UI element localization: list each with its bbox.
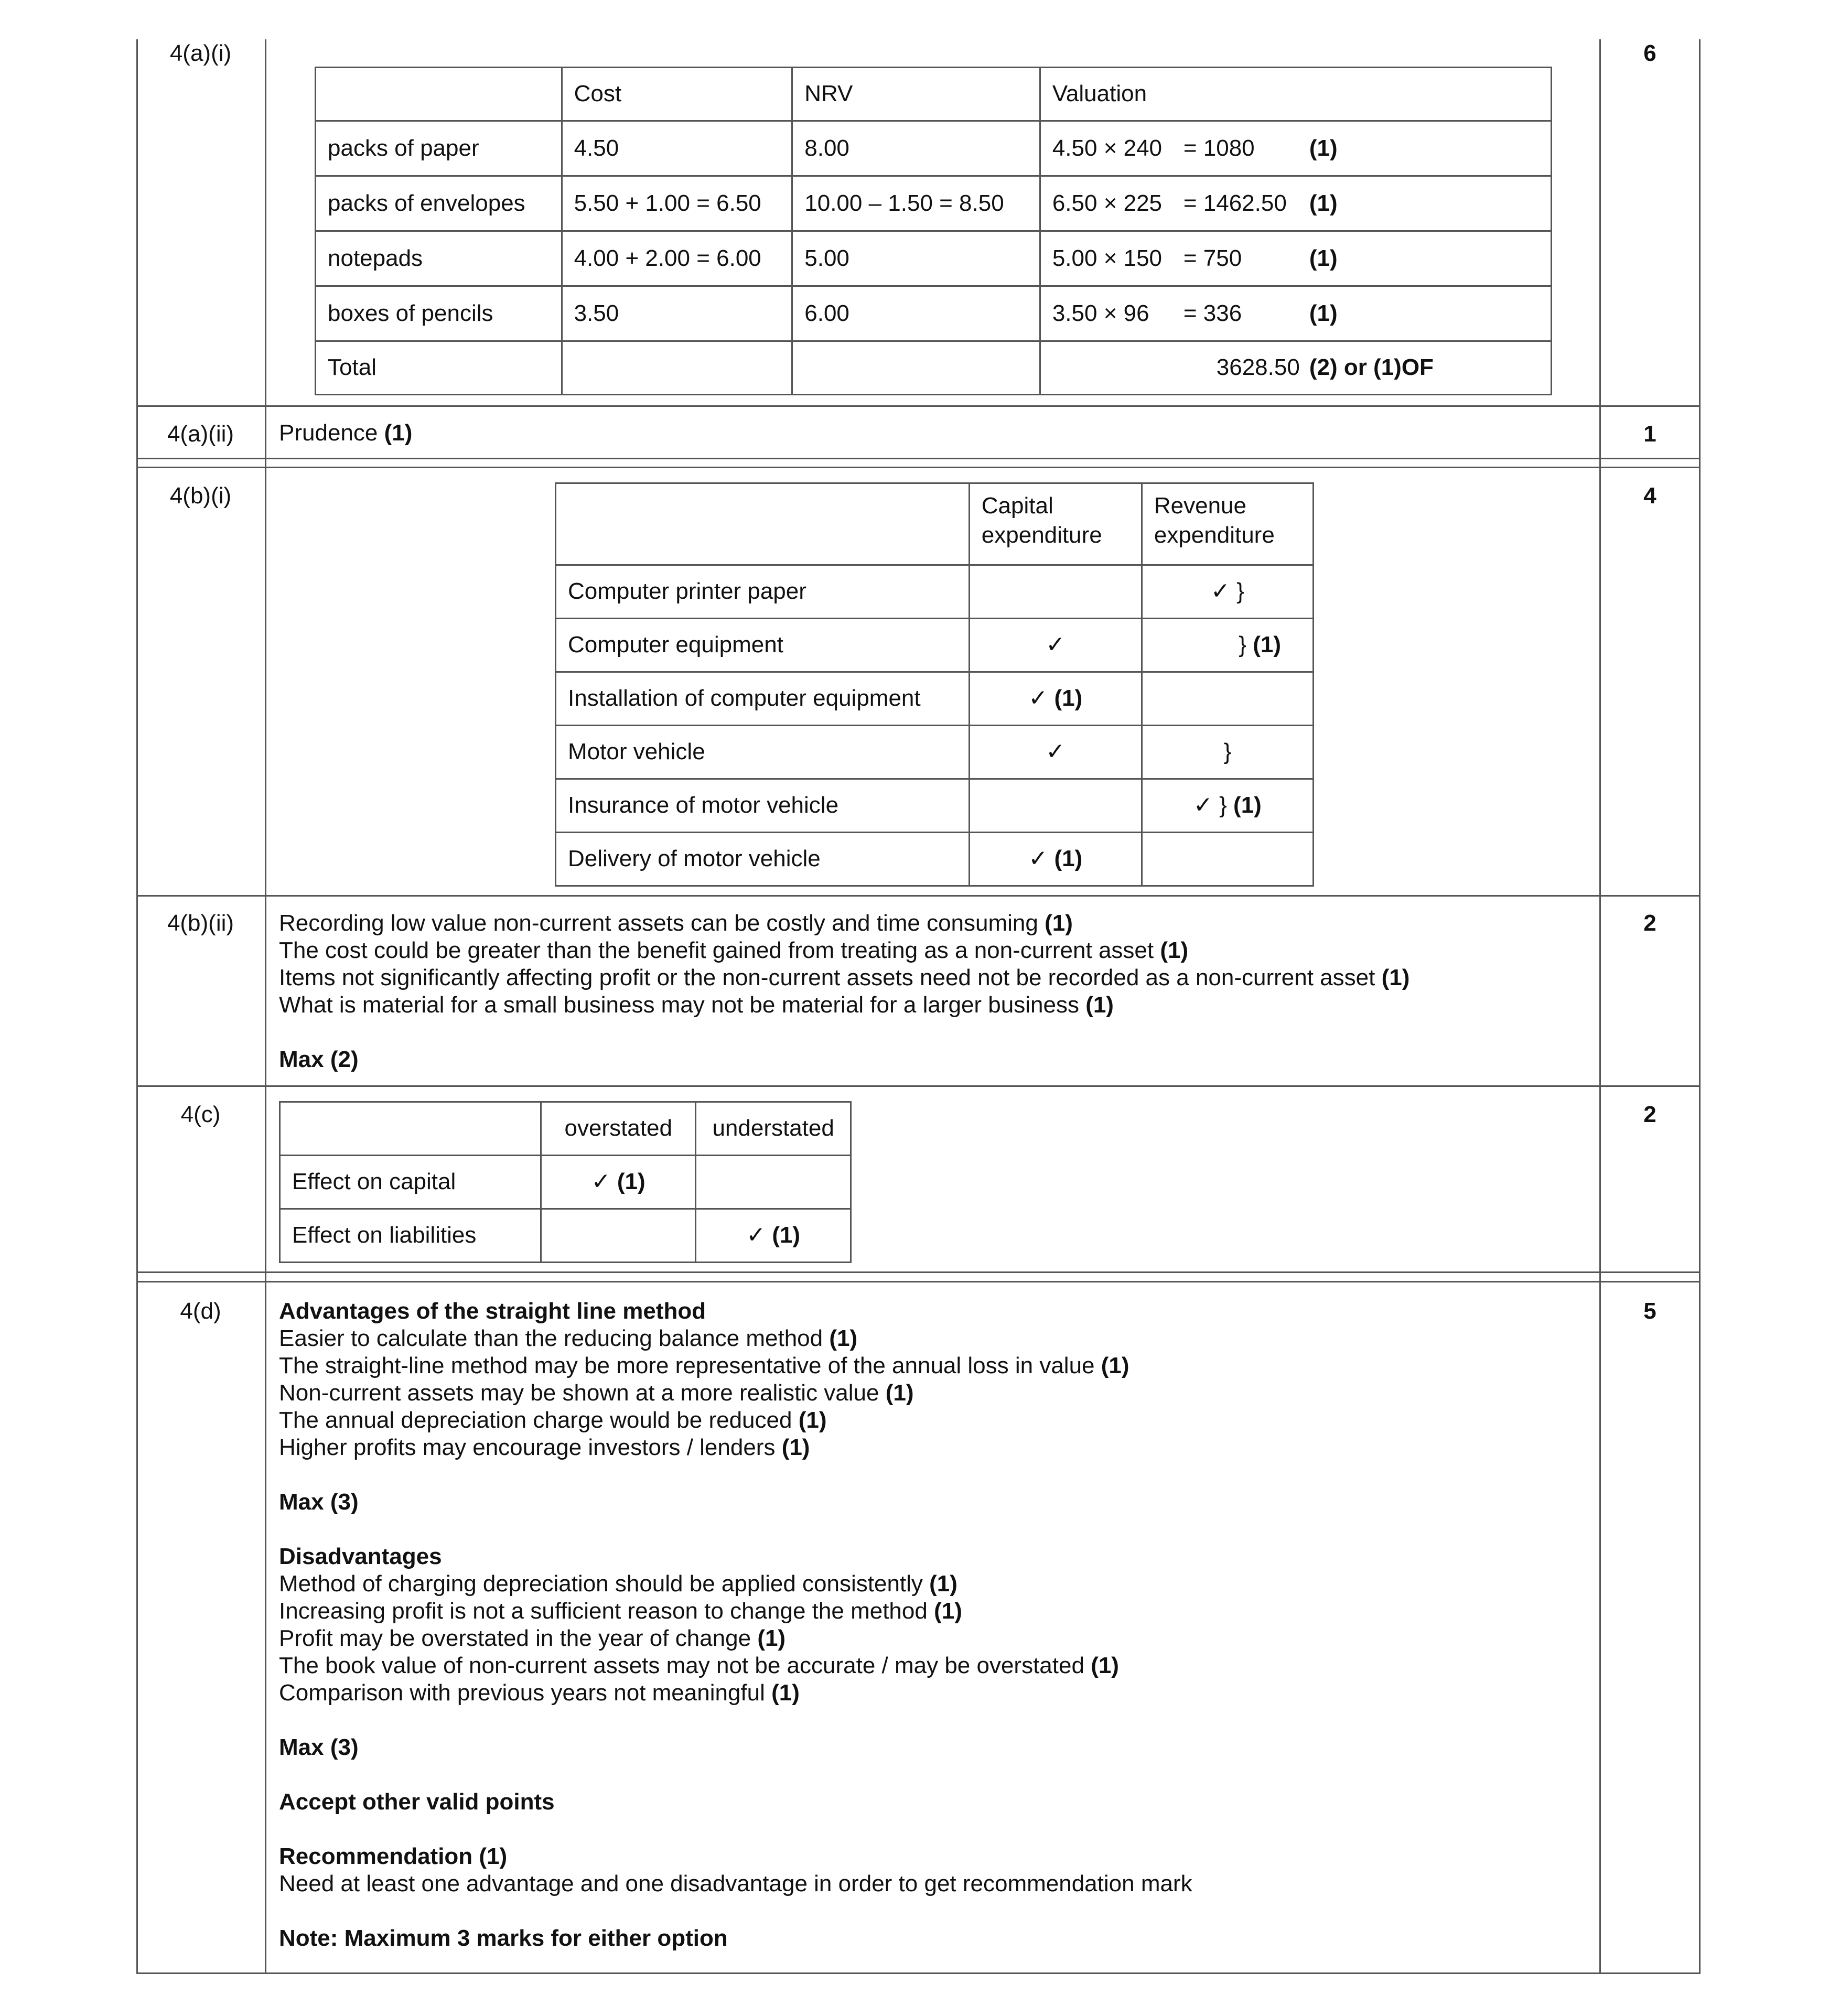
answer-text: Prudence (279, 420, 378, 446)
nrv-cell: 8.00 (792, 121, 1040, 176)
valuation-cell (1040, 286, 1551, 341)
mark-label: (1) (1045, 910, 1073, 936)
capital-cell (969, 779, 1142, 833)
table-row (280, 1156, 851, 1209)
mark-label: (1) (1381, 965, 1410, 990)
nrv-cell: 5.00 (792, 231, 1040, 286)
answer-line: The straight-line method may be more representative of the annual loss in value (1) (279, 1353, 1129, 1378)
table-row (316, 231, 1552, 286)
revenue-cell (1142, 565, 1313, 619)
capital-cell (969, 833, 1142, 886)
valuation-calc: 4.50 × 240 (1052, 135, 1163, 161)
mark-label: (1) (1160, 937, 1189, 963)
answer-line: Easier to calculate than the reducing balance method (1) (279, 1325, 858, 1351)
mark-label: (1) (885, 1380, 914, 1406)
mark-label: (1) (798, 1407, 827, 1433)
valuation-calc: 6.50 × 225 (1052, 190, 1163, 216)
table-row (556, 619, 1314, 672)
table-row (280, 1209, 851, 1263)
revenue-cell (1142, 619, 1313, 672)
question-number: 4(b)(ii) (167, 910, 234, 936)
question-number: 4(a)(i) (169, 40, 232, 66)
header-cell: Valuation (1040, 68, 1551, 121)
marks-value: 2 (1643, 910, 1656, 936)
item-cell: Motor vehicle (556, 726, 970, 779)
nrv-cell: 6.00 (792, 286, 1040, 341)
mark-label: (1) (934, 1598, 962, 1624)
mark-label: (1) (1233, 792, 1262, 818)
answer-line: Method of charging depreciation should be applied consistently (1) (279, 1571, 957, 1597)
answer-line: The cost could be greater than the benefit gained from treating as a non-current asset (1) (279, 937, 1189, 963)
marks-value: 6 (1643, 40, 1656, 66)
capital-cell (969, 565, 1142, 619)
row-divider (136, 458, 1701, 459)
cost-cell: 5.50 + 1.00 = 6.50 (562, 176, 792, 231)
question-number: 4(d) (180, 1298, 221, 1324)
d-answer (279, 1298, 1192, 1952)
marks-value: 1 (1643, 421, 1656, 447)
item-cell: Delivery of motor vehicle (556, 833, 970, 886)
valuation-result: = 750 (1183, 245, 1242, 271)
mark-label: (1) (617, 1169, 645, 1195)
header-cell: overstated (541, 1102, 696, 1156)
mark-label: (1) (757, 1625, 786, 1651)
effect-table (279, 1101, 852, 1263)
mark-label: (1) (1054, 846, 1083, 872)
answer-line: The annual depreciation charge would be reduced (1) (279, 1407, 827, 1433)
row-divider (136, 1085, 1701, 1087)
table-row (556, 726, 1314, 779)
grid-col-divider-1 (265, 39, 266, 1974)
answer-line: Recording low value non-current assets can be costly and time consuming (1) (279, 910, 1073, 936)
check-icon: ✓ (746, 1222, 766, 1248)
prudence-answer (279, 419, 412, 447)
header-cell: Capital expenditure (969, 483, 1142, 565)
question-number: 4(a)(ii) (167, 421, 234, 447)
revenue-cell (1142, 833, 1313, 886)
check-icon: ✓ (1028, 846, 1048, 872)
item-cell: Installation of computer equipment (556, 672, 970, 726)
answer-line: Profit may be overstated in the year of change (1) (279, 1625, 786, 1651)
mark-label: (2) or (1)OF (1309, 354, 1434, 381)
header-cell: NRV (792, 68, 1040, 121)
total-label: Total (316, 341, 562, 395)
mark-label: (1) (384, 420, 413, 446)
item-cell: Effect on capital (280, 1156, 541, 1209)
row-divider (136, 467, 1701, 468)
revenue-cell (1142, 726, 1313, 779)
section-heading: Recommendation (1) (279, 1843, 508, 1869)
marks-value: 5 (1643, 1298, 1656, 1324)
answer-line: Non-current assets may be shown at a more realistic value (1) (279, 1380, 914, 1406)
item-cell: Computer printer paper (556, 565, 970, 619)
row-divider (136, 1281, 1701, 1282)
mark-label: (1) (1309, 245, 1338, 271)
capital-cell (969, 619, 1142, 672)
table-row (556, 565, 1314, 619)
answer-line: Items not significantly affecting profit or the non-current assets need not be recorded as a non-current asset (1) (279, 965, 1410, 990)
item-cell: packs of paper (316, 121, 562, 176)
valuation-calc: 3.50 × 96 (1052, 300, 1149, 326)
check-icon: ✓ (1046, 632, 1066, 658)
mark-label: (1) (1309, 190, 1338, 216)
grid-left-border (136, 39, 138, 1974)
item-cell: packs of envelopes (316, 176, 562, 231)
question-number: 4(c) (180, 1102, 221, 1127)
item-cell: Insurance of motor vehicle (556, 779, 970, 833)
table-header-row (280, 1102, 851, 1156)
answer-line: Higher profits may encourage investors / lenders (1) (279, 1435, 810, 1460)
mark-label: (1) (771, 1680, 800, 1706)
header-cell (280, 1102, 541, 1156)
row-divider (136, 1271, 1701, 1273)
note: Note: Maximum 3 marks for either option (279, 1925, 728, 1951)
empty-cell (792, 341, 1040, 395)
table-row (316, 286, 1552, 341)
revenue-cell (1142, 779, 1313, 833)
mark-label: (1) (1085, 992, 1114, 1018)
row-divider (136, 405, 1701, 407)
header-cell (556, 483, 970, 565)
mark-label: (1) (1101, 1353, 1129, 1378)
valuation-cell (1040, 231, 1551, 286)
table-row (316, 176, 1552, 231)
answer-line: Comparison with previous years not meaningful (1) (279, 1680, 800, 1706)
item-cell: Effect on liabilities (280, 1209, 541, 1263)
empty-cell (562, 341, 792, 395)
max-marks: Max (2) (279, 1047, 359, 1072)
row-divider (136, 895, 1701, 897)
valuation-cell (1040, 121, 1551, 176)
answer-line: What is material for a small business may not be material for a larger business (1) (279, 992, 1114, 1018)
valuation-cell (1040, 176, 1551, 231)
expenditure-table (555, 482, 1314, 887)
grid-right-border (1699, 39, 1701, 1974)
item-cell: boxes of pencils (316, 286, 562, 341)
revenue-cell (1142, 672, 1313, 726)
table-row (556, 833, 1314, 886)
mark-label: (1) (781, 1435, 810, 1460)
table-header-row (316, 68, 1552, 121)
max-marks: Max (3) (279, 1489, 359, 1515)
check-brace-icon: ✓ } (1193, 792, 1227, 818)
valuation-result: = 1462.50 (1183, 190, 1287, 216)
valuation-calc: 5.00 × 150 (1052, 245, 1163, 271)
section-heading: Disadvantages (279, 1544, 442, 1569)
mark-label: (1) (1091, 1653, 1119, 1678)
valuation-result: = 336 (1183, 300, 1242, 326)
check-brace-icon: ✓ } (1211, 578, 1244, 605)
marks-value: 2 (1643, 1102, 1656, 1127)
overstated-cell (541, 1209, 696, 1263)
mark-label: (1) (1054, 685, 1083, 711)
table-header-row (556, 483, 1314, 565)
answer-line: Need at least one advantage and one disadvantage in order to get recommendation mark (279, 1871, 1192, 1896)
answer-line: The book value of non-current assets may not be accurate / may be overstated (1) (279, 1653, 1119, 1678)
overstated-cell (541, 1156, 696, 1209)
grid-col-divider-2 (1599, 39, 1601, 1974)
capital-cell (969, 672, 1142, 726)
mark-label: (1) (829, 1325, 858, 1351)
marks-value: 4 (1643, 483, 1656, 509)
mark-label: (1) (772, 1222, 801, 1248)
valuation-result: = 1080 (1183, 135, 1255, 161)
cost-cell: 3.50 (562, 286, 792, 341)
answer-line: Increasing profit is not a sufficient reason to change the method (1) (279, 1598, 962, 1624)
section-heading: Advantages of the straight line method (279, 1298, 706, 1324)
cost-cell: 4.00 + 2.00 = 6.00 (562, 231, 792, 286)
header-cell: understated (696, 1102, 851, 1156)
max-marks: Max (3) (279, 1734, 359, 1760)
question-number: 4(b)(i) (169, 483, 232, 509)
header-cell: Cost (562, 68, 792, 121)
cost-cell: 4.50 (562, 121, 792, 176)
accept-note: Accept other valid points (279, 1789, 555, 1815)
table-row (316, 121, 1552, 176)
table-row (556, 779, 1314, 833)
mark-label: (1) (1309, 300, 1338, 326)
table-row (556, 672, 1314, 726)
total-value: 3628.50 (1216, 354, 1300, 381)
table-total-row (316, 341, 1552, 395)
understated-cell (696, 1209, 851, 1263)
nrv-cell: 10.00 – 1.50 = 8.50 (792, 176, 1040, 231)
capital-cell (969, 726, 1142, 779)
understated-cell (696, 1156, 851, 1209)
item-cell: Computer equipment (556, 619, 970, 672)
b-ii-answer (279, 910, 1409, 1073)
total-cell (1040, 341, 1551, 395)
check-icon: ✓ (1028, 685, 1048, 711)
inventory-valuation-table (315, 67, 1552, 395)
header-cell: Revenue expenditure (1142, 483, 1313, 565)
row-divider (136, 1972, 1701, 1974)
brace-icon: } (1223, 739, 1232, 765)
brace-icon: } (1239, 632, 1246, 658)
header-cell (316, 68, 562, 121)
mark-label: (1) (1253, 632, 1281, 658)
item-cell: notepads (316, 231, 562, 286)
mark-label: (1) (929, 1571, 957, 1597)
check-icon: ✓ (591, 1169, 611, 1195)
check-icon: ✓ (1046, 739, 1066, 765)
mark-label: (1) (1309, 135, 1338, 161)
